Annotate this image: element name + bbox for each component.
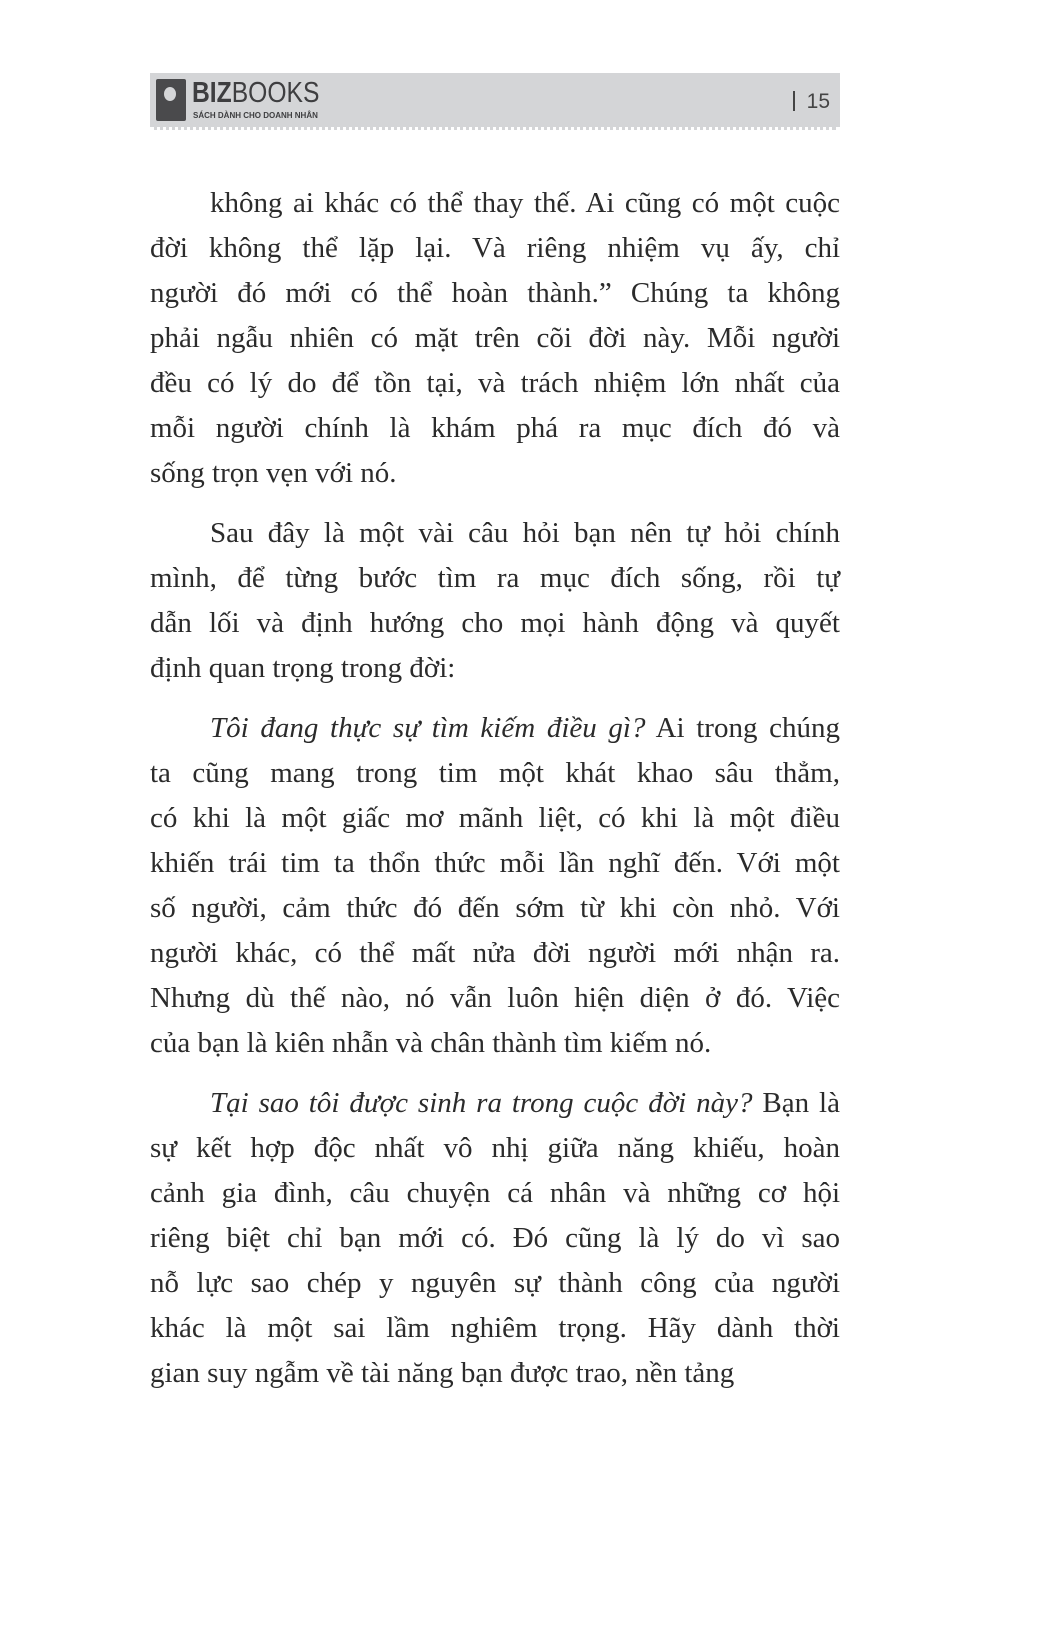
text-line: khác là một sai lầm nghiêm trọng. Hãy dành thời <box>150 1312 840 1344</box>
text-line: định quan trọng trong đời: <box>150 652 456 684</box>
text-line: không ai khác có thể thay thế. Ai cũng có một cuộc <box>210 187 840 219</box>
text-line: phải ngẫu nhiên có mặt trên cõi đời này. Mỗi người <box>150 322 840 354</box>
italic-question: Tại sao tôi được sinh ra trong cuộc đời này? <box>210 1087 753 1119</box>
text-line: sự kết hợp độc nhất vô nhị giữa năng khiếu, hoàn <box>150 1132 840 1164</box>
bizbooks-logo-icon <box>156 79 186 121</box>
paragraph <box>150 511 840 691</box>
text-line: sống trọn vẹn với nó. <box>150 457 397 489</box>
text-line: đời không thể lặp lại. Và riêng nhiệm vụ ấy, chỉ <box>150 232 840 264</box>
text-line: Nhưng dù thế nào, nó vẫn luôn hiện diện ở đó. Việc <box>150 982 840 1014</box>
text-line: của bạn là kiên nhẫn và chân thành tìm kiếm nó. <box>150 1027 712 1059</box>
brand-thin: BOOKS <box>231 77 320 109</box>
paragraph <box>150 181 840 496</box>
line-text: Bạn là <box>752 1087 840 1119</box>
text-line: người khác, có thể mất nửa đời người mới nhận ra. <box>150 937 840 969</box>
text-line: Sau đây là một vài câu hỏi bạn nên tự hỏi chính <box>210 517 840 549</box>
brand-name <box>192 77 319 110</box>
italic-question: Tôi đang thực sự tìm kiếm điều gì? <box>210 712 646 744</box>
line-text: Ai trong chúng <box>645 712 840 744</box>
text-line: có khi là một giấc mơ mãnh liệt, có khi là một điều <box>150 802 840 834</box>
paragraph <box>150 706 840 1066</box>
running-header <box>150 73 840 130</box>
text-line: dẫn lối và định hướng cho mọi hành động và quyết <box>150 607 840 639</box>
text-line: ta cũng mang trong tim một khát khao sâu thẳm, <box>150 757 840 789</box>
text-line: gian suy ngẫm về tài năng bạn được trao, nền tảng <box>150 1357 735 1389</box>
body-text <box>150 181 840 1411</box>
text-line: đều có lý do để tồn tại, và trách nhiệm lớn nhất của <box>150 367 840 399</box>
text-line: số người, cảm thức đó đến sớm từ khi còn nhỏ. Với <box>150 892 840 924</box>
text-line: riêng biệt chỉ bạn mới có. Đó cũng là lý do vì sao <box>150 1222 840 1254</box>
text-line: mỗi người chính là khám phá ra mục đích đó và <box>150 412 840 444</box>
text-line <box>150 1081 840 1126</box>
page-number: 15 <box>793 90 830 114</box>
paragraph <box>150 1081 840 1396</box>
brand-bold: BIZ <box>192 77 232 109</box>
text-line: khiến trái tim ta thổn thức mỗi lần nghĩ đến. Với một <box>150 847 840 879</box>
text-line <box>150 706 840 751</box>
text-line: nỗ lực sao chép y nguyên sự thành công của người <box>150 1267 840 1299</box>
text-line: cảnh gia đình, câu chuyện cá nhân và những cơ hội <box>150 1177 840 1209</box>
brand-tagline: SÁCH DÀNH CHO DOANH NHÂN <box>193 111 318 120</box>
text-line: mình, để từng bước tìm ra mục đích sống, rồi tự <box>150 562 840 594</box>
text-line: người đó mới có thể hoàn thành.” Chúng ta không <box>150 277 840 309</box>
